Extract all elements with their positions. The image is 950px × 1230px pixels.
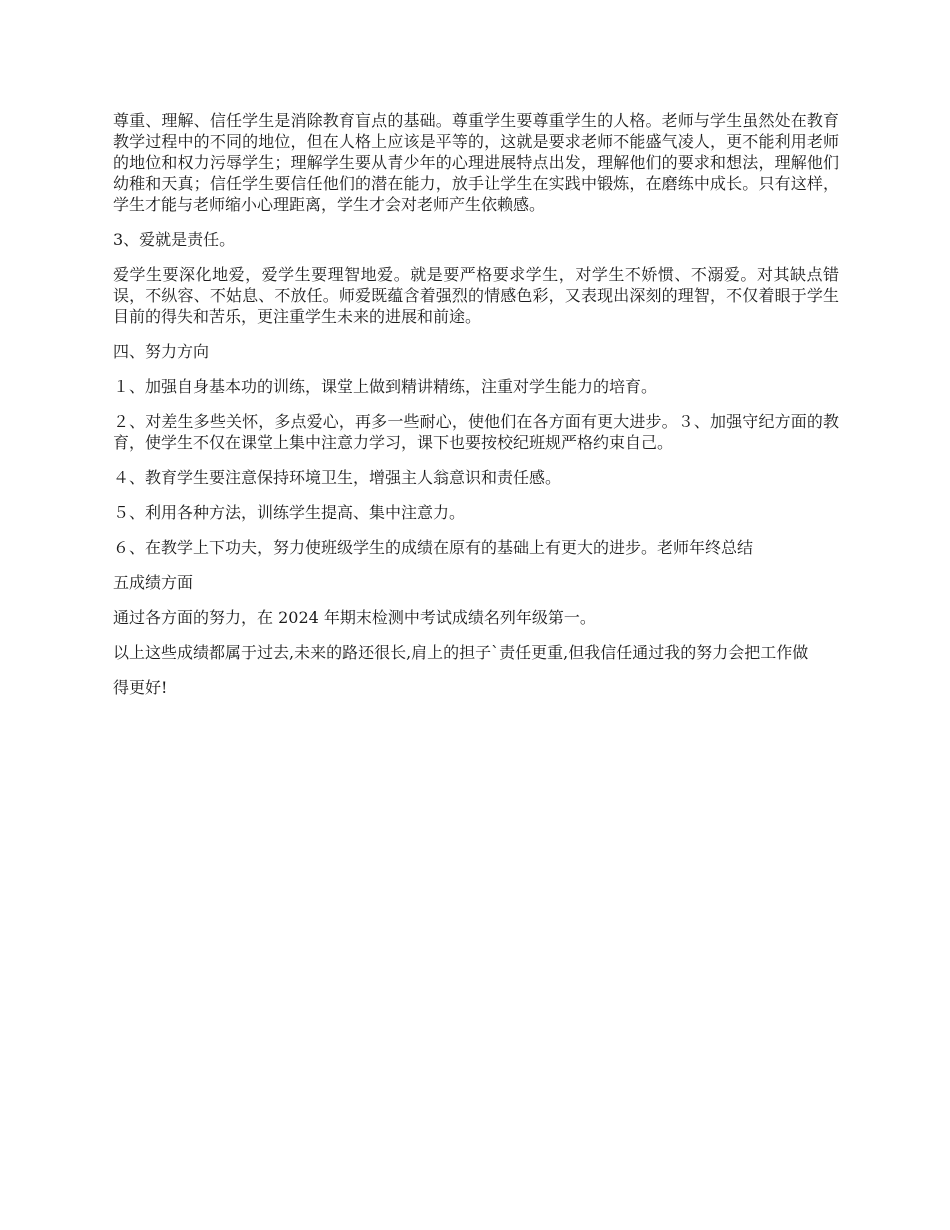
paragraph-respect-understanding-trust: 尊重、理解、信任学生是消除教育盲点的基础。尊重学生要尊重学生的人格。老师与学生虽然处在教育教学过程中的不同的地位，但在人格上应该是平等的，这就是要求老师不能盛气凌人，更不能利用老师的地位和权力污辱学生；理解学生要从青少年的心理进展特点出发，理解他们的要求和想法，理解他们幼稚和天真；信任学生要信任他们的潜在能力，放手让学生在实践中锻炼，在磨练中成长。只有这样，学生才能与老师缩小心理距离，学生才会对老师产生依赖感。 [113,111,839,214]
list-item-2-3: ２、对差生多些关怀，多点爱心，再多一些耐心，使他们在各方面有更大进步。３、加强守纪方面的教育，使学生不仅在课堂上集中注意力学习，课下也要按校纪班规严格约束自己。 [113,412,839,452]
paragraph-results: 通过各方面的努力，在 2024 年期末检测中考试成绩名列年级第一。 [113,608,596,627]
section-heading-direction: 四、努力方向 [113,342,210,361]
paragraph-love-students: 爱学生要深化地爱，爱学生要理智地爱。就是要严格要求学生，对学生不娇惯、不溺爱。对其缺点错误，不纵容、不姑息、不放任。师爱既蕴含着强烈的情感色彩，又表现出深刻的理智，不仅着眼于学生目前的得失和苦乐，更注重学生未来的进展和前途。 [113,265,839,326]
list-item-4: ４、教育学生要注意保持环境卫生，增强主人翁意识和责任感。 [113,468,562,487]
list-item-5: ５、利用各种方法，训练学生提高、集中注意力。 [113,503,466,522]
list-item-1: １、加强自身基本功的训练，课堂上做到精讲精练，注重对学生能力的培育。 [113,377,658,396]
paragraph-closing: 以上这些成绩都属于过去,未来的路还很长,肩上的担子`责任更重,但我信任通过我的努力会把工作做 [113,643,809,662]
heading-love-is-responsibility: 3、爱就是责任。 [113,230,236,249]
list-item-6: ６、在教学上下功夫，努力使班级学生的成绩在原有的基础上有更大的进步。老师年终总结 [113,538,754,557]
paragraph-closing-end: 得更好! [113,678,168,697]
section-heading-results: 五成绩方面 [113,573,194,592]
document-body [113,110,839,712]
